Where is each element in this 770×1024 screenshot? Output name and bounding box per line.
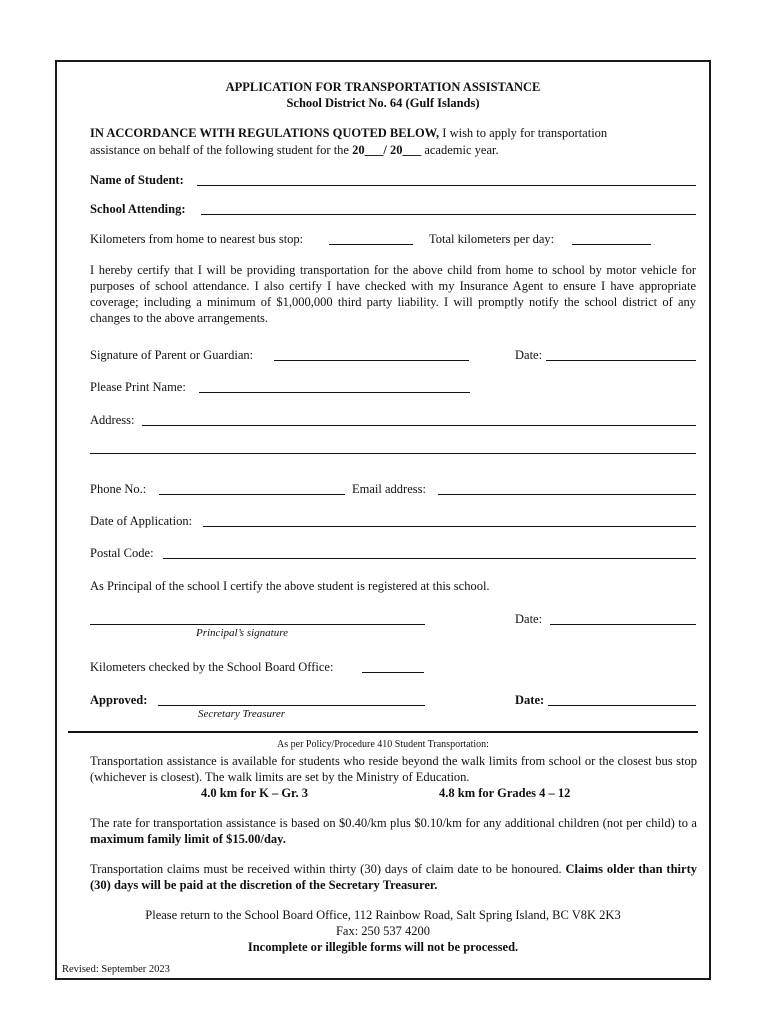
student-name-field[interactable] [197, 185, 696, 186]
claims-paragraph [90, 861, 697, 893]
approved-label: Approved: [90, 693, 148, 707]
parent-signature-label: Signature of Parent or Guardian: [90, 348, 254, 362]
km-checked-label: Kilometers checked by the School Board Office: [90, 660, 334, 674]
intro-rest: I wish to apply for transportation [439, 126, 608, 140]
section-divider [68, 731, 698, 733]
date-application-label: Date of Application: [90, 514, 193, 528]
intro-bold: IN ACCORDANCE WITH REGULATIONS QUOTED BELOW, [90, 126, 440, 140]
policy-paragraph: Transportation assistance is available for students who reside beyond the walk limits from school or the closest bus stop (whichever is closest). The walk limits are set by the Ministry of Education. [90, 754, 697, 784]
academic-year: 20___/ 20___ [352, 143, 422, 157]
principal-date-field[interactable] [550, 624, 696, 625]
revised-date: Revised: September 2023 [62, 964, 170, 975]
policy-header: As per Policy/Procedure 410 Student Transportation: [277, 739, 489, 750]
form-subtitle: School District No. 64 (Gulf Islands) [286, 96, 480, 110]
return-address: Please return to the School Board Office, 112 Rainbow Road, Salt Spring Island, BC V8K 2K3 [145, 908, 621, 922]
print-name-label: Please Print Name: [90, 380, 186, 394]
approved-date-field[interactable] [548, 705, 696, 706]
intro-text: assistance on behalf of the following student for the [90, 143, 353, 157]
certify-paragraph: I hereby certify that I will be providing transportation for the above child from home to school by motor vehicle for purposes of school attendance. I also certify I have checked with my Insurance Agent to ensure I have appropriate coverage; including a minimum of $1,000,000 third party liability. I will promptly notify the school district of any changes to the above arrangements. [90, 263, 696, 325]
km-total-label: Total kilometers per day: [429, 232, 555, 246]
approved-date-label: Date: [515, 693, 545, 707]
postal-code-field[interactable] [163, 558, 696, 559]
incomplete-notice: Incomplete or illegible forms will not be processed. [247, 940, 519, 954]
intro-text-end: academic year. [421, 143, 499, 157]
claims-text: Transportation claims must be received within thirty (30) days of claim date to be honoured. [90, 862, 566, 876]
parent-date-field[interactable] [546, 360, 696, 361]
address-field-1[interactable] [142, 425, 696, 426]
email-field[interactable] [438, 494, 696, 495]
rate-text: The rate for transportation assistance is based on $0.40/km plus $0.10/km for any additional children (not per child) to a [90, 816, 697, 830]
school-attending-label: School Attending: [90, 202, 186, 216]
km-bus-stop-label: Kilometers from home to nearest bus stop: [90, 232, 304, 246]
phone-field[interactable] [159, 494, 345, 495]
parent-date-label: Date: [515, 348, 543, 362]
principal-date-label: Date: [515, 612, 543, 626]
walk-limit-k3: 4.0 km for K – Gr. 3 [201, 786, 308, 800]
address-field-2[interactable] [90, 453, 696, 454]
km-total-field[interactable] [572, 244, 651, 245]
principal-certify-text: As Principal of the school I certify the above student is registered at this school. [90, 579, 490, 593]
student-name-label: Name of Student: [90, 173, 184, 187]
principal-signature-field[interactable] [90, 624, 425, 625]
rate-paragraph [90, 815, 697, 847]
secretary-caption: Secretary Treasurer [198, 708, 286, 720]
print-name-field[interactable] [199, 392, 470, 393]
date-application-field[interactable] [203, 526, 696, 527]
email-label: Email address: [352, 482, 426, 496]
intro-line-2 [90, 142, 499, 158]
walk-limit-4-12: 4.8 km for Grades 4 – 12 [439, 786, 571, 800]
form-title: APPLICATION FOR TRANSPORTATION ASSISTANCE [225, 80, 541, 94]
claims-bold: Claims older than thirty (30) days will be paid at the discretion of the Secretary Treasurer. [90, 862, 697, 892]
km-checked-field[interactable] [362, 672, 424, 673]
approved-field[interactable] [158, 705, 425, 706]
postal-code-label: Postal Code: [90, 546, 154, 560]
km-bus-stop-field[interactable] [329, 244, 413, 245]
school-attending-field[interactable] [201, 214, 696, 215]
address-label: Address: [90, 413, 135, 427]
rate-limit: maximum family limit of $15.00/day. [90, 832, 286, 846]
intro-line-1 [90, 125, 607, 141]
parent-signature-field[interactable] [274, 360, 469, 361]
fax-number: Fax: 250 537 4200 [335, 924, 431, 938]
principal-signature-caption: Principal’s signature [196, 627, 288, 639]
phone-label: Phone No.: [90, 482, 147, 496]
